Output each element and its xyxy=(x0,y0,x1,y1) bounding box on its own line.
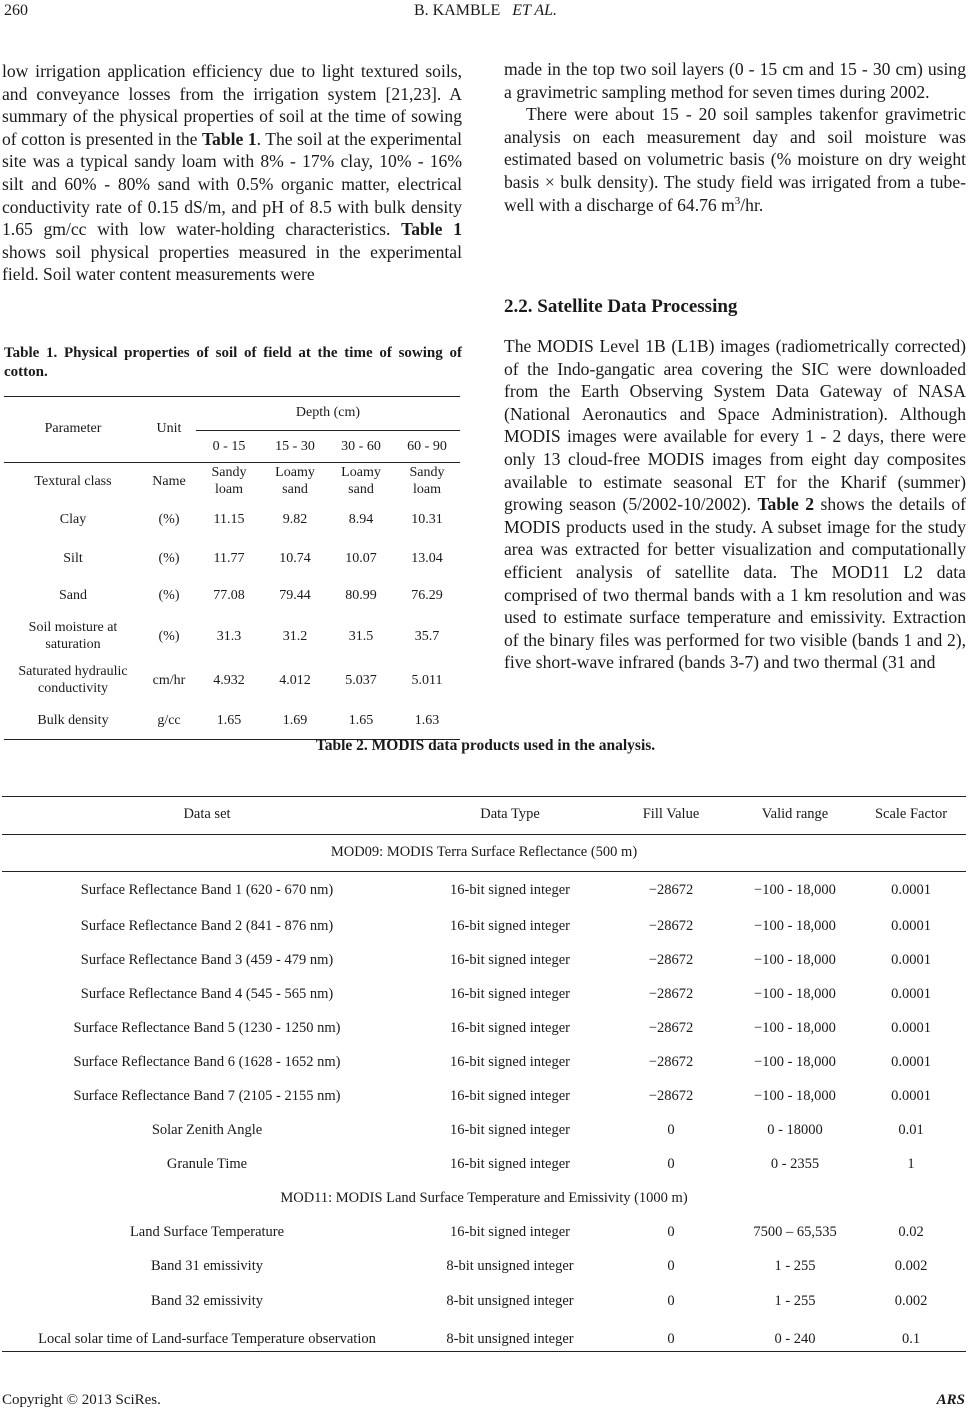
table2 xyxy=(2,796,966,1359)
table2-cell: Surface Reflectance Band 3 (459 - 479 nm) xyxy=(80,951,334,968)
table1-header-parameter: Parameter xyxy=(44,421,102,437)
right-paragraph: There were about 15 - 20 soil samples takenfor gravimetric analysis on each measurement day and soil moisture was estimated based on volumetric basis (% moisture on dry weight basis × bulk density). The study field was irrigated from a tube-well with a discharge of 64.76 $m^3/hr$. xyxy=(504,104,966,215)
table1-cell: 4.012 xyxy=(279,672,311,688)
table2-cell: Land Surface Temperature xyxy=(129,1223,285,1240)
table2-cell: 16-bit signed integer xyxy=(449,1121,570,1138)
table1-reference: Table 1 xyxy=(401,219,463,240)
table2-cell: 8-bit unsigned integer xyxy=(446,1257,574,1274)
table1-cell: 10.31 xyxy=(411,512,443,527)
table1-cell: 1.63 xyxy=(414,712,440,728)
table1-cell: 10.07 xyxy=(345,550,377,566)
table-row xyxy=(4,539,460,577)
table2-cell: 16-bit signed integer xyxy=(449,1019,570,1036)
right-column-text-2 xyxy=(504,335,966,674)
table1-cell: Sandy loam xyxy=(409,465,445,498)
table2-cell: −28672 xyxy=(648,985,694,1002)
table2-header: Valid range xyxy=(761,806,829,823)
section-heading: 2.2. Satellite Data Processing xyxy=(504,296,738,317)
table1-cell: Name xyxy=(152,473,186,489)
table2-cell: −100 - 18,000 xyxy=(754,1053,836,1070)
table1-cell: 1.65 xyxy=(348,712,374,728)
table2-cell: 1 xyxy=(907,1155,915,1172)
table1-cell: (%) xyxy=(158,628,180,644)
table1-cell: Silt xyxy=(63,550,83,566)
table2-cell: 0.0001 xyxy=(891,917,931,934)
table1-cell: 11.77 xyxy=(213,550,245,566)
table-row xyxy=(4,701,460,739)
table2-cell: −100 - 18,000 xyxy=(754,985,836,1002)
table2-cell: Solar Zenith Angle xyxy=(151,1121,263,1138)
table2-cell: 0 xyxy=(667,1121,675,1138)
table2-cell: 8-bit unsigned integer xyxy=(446,1330,574,1347)
table2-cell: −28672 xyxy=(648,951,694,968)
table1-header-depth: Depth (cm) xyxy=(196,396,460,430)
table-row xyxy=(2,1079,966,1113)
table1-cell: 8.94 xyxy=(348,512,374,527)
table1-cell: Sandy loam xyxy=(211,465,247,498)
table2-cell: Surface Reflectance Band 1 (620 - 670 nm) xyxy=(80,881,334,898)
table1-cell: 11.15 xyxy=(213,512,245,527)
table1-cell: (%) xyxy=(158,587,180,603)
table2-cell: 0 xyxy=(667,1292,675,1309)
running-header xyxy=(0,2,971,20)
table2-cell: 0.0001 xyxy=(891,881,931,898)
table-row xyxy=(4,462,460,500)
table2-header: Scale Factor xyxy=(874,806,948,823)
table1-cell: (%) xyxy=(158,512,180,527)
table2-cell: 16-bit signed integer xyxy=(449,1155,570,1172)
table2-cell: 0.0001 xyxy=(891,1087,931,1104)
table1-cell: 35.7 xyxy=(414,628,440,644)
table2-cell: Surface Reflectance Band 2 (841 - 876 nm) xyxy=(80,917,334,934)
table1-cell: 79.44 xyxy=(279,587,311,603)
table-row xyxy=(2,1113,966,1147)
table2-cell: 0.02 xyxy=(898,1223,924,1240)
table-row xyxy=(4,613,460,659)
table1-cell: g/cc xyxy=(157,712,181,728)
table2-group-row xyxy=(2,1181,966,1215)
table-row xyxy=(2,909,966,943)
table2-cell: Band 32 emissivity xyxy=(151,1292,263,1309)
table2-cell: −28672 xyxy=(648,1053,694,1070)
table2-cell: 0.1 xyxy=(901,1330,921,1347)
table2-cell: −100 - 18,000 xyxy=(754,881,836,898)
table2-cell: Local solar time of Land-surface Temperature observation xyxy=(38,1330,376,1347)
table1-header-depth-col: 30 - 60 xyxy=(341,438,381,454)
table1-cell: 5.037 xyxy=(345,672,377,688)
table2-group-label: MOD11: MODIS Land Surface Temperature and Emissivity (1000 m) xyxy=(280,1189,688,1206)
table1-cell: 9.82 xyxy=(282,512,308,527)
table1-header-depth-col: 60 - 90 xyxy=(407,438,447,454)
table1-cell: Soil moisture at saturation xyxy=(28,620,118,652)
table1-cell: 76.29 xyxy=(411,587,443,603)
copyright-footer: Copyright © 2013 SciRes. xyxy=(2,1392,161,1408)
table-row xyxy=(2,1147,966,1181)
page-number: 260 xyxy=(4,2,28,19)
table2-cell: 16-bit signed integer xyxy=(449,917,570,934)
table2-cell: −28672 xyxy=(648,1087,694,1104)
table2-cell: Surface Reflectance Band 6 (1628 - 1652 nm) xyxy=(73,1053,341,1070)
table2-cell: 0 - 240 xyxy=(774,1330,816,1347)
table2-cell: 16-bit signed integer xyxy=(449,1223,570,1240)
table2-cell: 0.0001 xyxy=(891,1019,931,1036)
table2-cell: −28672 xyxy=(648,917,694,934)
table1-header-unit: Unit xyxy=(156,421,182,437)
table2-cell: 0.01 xyxy=(898,1121,924,1138)
table2-cell: 1 - 255 xyxy=(774,1257,816,1274)
right-paragraph: The MODIS Level 1B (L1B) images (radiometrically corrected) of the Indo-gangatic area covering the SIC were downloaded from the Earth Observing System Data Gateway of NASA (National Aeronautics and Space Administration). Although MODIS images were available for every 1 - 2 days, there were only 13 cloud-free MODIS images from eight day composites available to estimate seasonal ET for the Kharif (summer) growing season (5/2002-10/2002). Table 2 shows the details of MODIS products used in the study. A subset image for the study area was extracted for better visualization and computationally efficient analysis of satellite data. The MOD11 L2 data comprised of two thermal bands with a 1 km resolution and was used to estimate surface temperature and emissivity. Extraction of the binary files was performed for two visible (bands 1 and 2), five short-wave infrared (bands 3-7) and two thermal (31 and xyxy=(504,336,966,673)
journal-abbrev: ARS xyxy=(936,1392,965,1408)
table-row xyxy=(4,659,460,701)
table2-cell: 0.0001 xyxy=(891,985,931,1002)
right-column-text xyxy=(504,58,966,216)
table1-cell: 1.69 xyxy=(282,712,308,728)
table2-cell: 0.0001 xyxy=(891,1053,931,1070)
table1-cell: Saturated hydraulic conductivity xyxy=(18,664,128,696)
table2-cell: 16-bit signed integer xyxy=(449,985,570,1002)
table1-header-depth-col: 0 - 15 xyxy=(212,438,246,454)
table1 xyxy=(4,396,460,739)
table2-cell: 0 - 18000 xyxy=(767,1121,823,1138)
table2-group-label: MOD09: MODIS Terra Surface Reflectance (500 m) xyxy=(330,844,638,860)
table-row xyxy=(2,1249,966,1283)
table2-bottom-rule xyxy=(2,1351,966,1352)
table2-cell: 0 xyxy=(667,1257,675,1274)
right-paragraph: made in the top two soil layers (0 - 15 cm and 15 - 30 cm) using a gravimetric sampling method for seven times during 2002. xyxy=(504,59,966,102)
table2-header: Data Type xyxy=(480,806,540,823)
table2-cell: 8-bit unsigned integer xyxy=(446,1292,574,1309)
table2-cell: Band 31 emissivity xyxy=(151,1257,263,1274)
table2-cell: −100 - 18,000 xyxy=(754,917,836,934)
table-row xyxy=(2,1319,966,1359)
table1-cell: 31.3 xyxy=(216,628,242,644)
table-row xyxy=(2,871,966,909)
table1-cell: Bulk density xyxy=(37,712,109,728)
table2-cell: 16-bit signed integer xyxy=(449,1087,570,1104)
table2-cell: 1 - 255 xyxy=(774,1292,816,1309)
table2-cell: −28672 xyxy=(648,1019,694,1036)
table2-cell: Granule Time xyxy=(166,1155,248,1172)
table-row xyxy=(2,977,966,1011)
table2-reference: Table 2 xyxy=(757,494,815,515)
table2-caption: Table 2. MODIS data products used in the analysis. xyxy=(315,737,656,754)
table-row xyxy=(4,500,460,539)
table-row xyxy=(2,1283,966,1319)
table1-cell: Loamy sand xyxy=(275,465,315,498)
table2-cell: 0.002 xyxy=(894,1257,928,1274)
table2-header: Fill Value xyxy=(642,806,700,823)
left-paragraph: low irrigation application efficiency due to light textured soils, and conveyance losses from the irrigation system [21,23]. A summary of the physical properties of soil at the time of sowing of cotton is presented in the Table 1. The soil at the experimental site was a typical sandy loam with 8% - 17% clay, 10% - 16% silt and 60% - 80% sand with 0.5% organic matter, electrical conductivity rate of 0.15 dS/m, and pH of 8.5 with bulk density 1.65 gm/cc with low water-holding characteristics. Table 1 shows soil physical properties measured in the experimental field. Soil water content measurements were xyxy=(2,61,463,285)
table1-cell: Clay xyxy=(59,512,87,527)
table-row xyxy=(2,1045,966,1079)
table2-cell: −100 - 18,000 xyxy=(754,1019,836,1036)
table2-cell: 16-bit signed integer xyxy=(449,881,570,898)
table1-caption: Table 1. Physical properties of soil of field at the time of sowing of cotton. xyxy=(4,345,462,380)
table2-cell: Surface Reflectance Band 5 (1230 - 1250 nm) xyxy=(73,1019,341,1036)
table2-cell: 0.0001 xyxy=(891,951,931,968)
table-row xyxy=(2,1011,966,1045)
table-row xyxy=(4,577,460,613)
table2-cell: 0.002 xyxy=(894,1292,928,1309)
running-header-et-al: ET AL. xyxy=(512,2,557,19)
table2-cell: −28672 xyxy=(648,881,694,898)
table2-cell: −100 - 18,000 xyxy=(754,951,836,968)
running-header-authors: B. KAMBLE xyxy=(414,2,501,19)
table2-cell: 0 xyxy=(667,1223,675,1240)
table1-cell: 10.74 xyxy=(279,550,311,566)
table2-group-row xyxy=(2,834,966,871)
table1-cell: Loamy sand xyxy=(341,465,381,498)
table1-cell: 1.65 xyxy=(216,712,242,728)
left-column-text xyxy=(2,60,462,286)
table2-cell: 0 xyxy=(667,1330,675,1347)
table1-cell: 13.04 xyxy=(411,550,443,566)
table2-cell: 16-bit signed integer xyxy=(449,951,570,968)
table1-reference: Table 1 xyxy=(201,128,257,149)
table1-cell: 80.99 xyxy=(345,587,377,603)
table2-cell: 0 xyxy=(667,1155,675,1172)
table2-cell: −100 - 18,000 xyxy=(754,1087,836,1104)
table-row xyxy=(2,943,966,977)
table2-header-row xyxy=(2,796,966,834)
table1-cell: Sand xyxy=(59,587,87,603)
table1-cell: 31.2 xyxy=(282,628,308,644)
table2-cell: Surface Reflectance Band 7 (2105 - 2155 nm) xyxy=(73,1087,341,1104)
table2-cell: 0 - 2355 xyxy=(770,1155,820,1172)
table1-header-depth-col: 15 - 30 xyxy=(275,438,315,454)
table2-cell: Surface Reflectance Band 4 (545 - 565 nm) xyxy=(80,985,334,1002)
table1-cell: 4.932 xyxy=(213,672,245,688)
table2-cell: 7500 – 65,535 xyxy=(753,1223,837,1240)
table1-cell: 5.011 xyxy=(411,672,443,688)
table-row xyxy=(2,1215,966,1249)
table2-cell: 16-bit signed integer xyxy=(449,1053,570,1070)
table1-cell: 31.5 xyxy=(348,628,374,644)
table1-cell: cm/hr xyxy=(152,672,186,688)
table1-cell: Textural class xyxy=(34,473,112,489)
table2-header: Data set xyxy=(183,806,231,823)
table1-cell: (%) xyxy=(158,550,180,566)
table1-cell: 77.08 xyxy=(213,587,245,603)
